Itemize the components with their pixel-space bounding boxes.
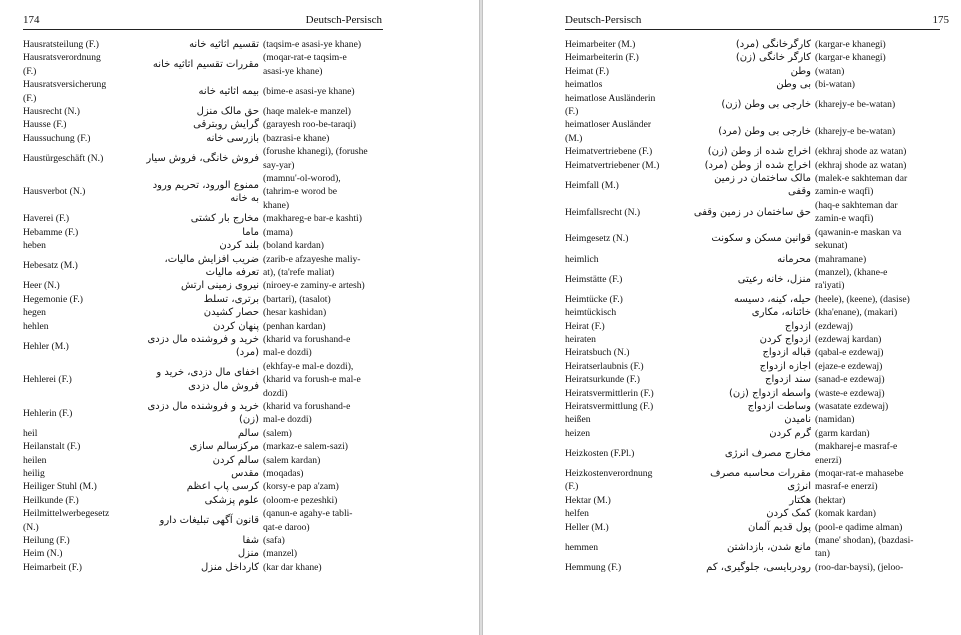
dictionary-entry	[23, 293, 385, 306]
persian-translation: بلند کردن	[219, 240, 259, 252]
transliteration: (mamnu'-ol-worod), (tahrim-e worod be khane)	[263, 173, 341, 211]
dictionary-entry	[565, 373, 943, 386]
transliteration: (kargar-e khanegi)	[815, 39, 886, 50]
dictionary-entry	[23, 547, 385, 560]
dictionary-entry	[23, 454, 385, 467]
persian-translation: قانون آگهی تبلیغات دارو	[159, 514, 259, 526]
dictionary-entry	[23, 253, 385, 280]
transliteration: (manzel)	[263, 548, 298, 560]
transliteration: (bi-watan)	[815, 79, 855, 91]
german-headword: heimatlose Ausländerin (F.)	[565, 92, 656, 118]
german-headword: Heimarbeit (F.)	[23, 561, 82, 573]
german-headword: Heilmittelwerbegesetz (N.)	[23, 508, 110, 533]
page-number: 175	[932, 14, 949, 26]
dictionary-entry	[23, 400, 385, 427]
dictionary-entry	[23, 38, 385, 51]
dictionary-entry	[23, 105, 385, 118]
persian-translation: مقررات تقسیم اثاثیه خانه	[152, 59, 259, 71]
dictionary-entry	[23, 360, 385, 400]
transliteration: (mama)	[263, 226, 293, 238]
german-headword: Haverei (F.)	[23, 213, 70, 225]
dictionary-entry	[23, 226, 385, 239]
german-headword: heiraten	[565, 333, 596, 345]
persian-translation: خارجی بی وطن (زن)	[721, 99, 811, 111]
transliteration: (korsy-e pap a'zam)	[263, 481, 339, 493]
transliteration: (kha'enane), (makari)	[815, 307, 898, 319]
dictionary-entry	[565, 253, 943, 266]
persian-translation: کرسی پاپ اعظم	[186, 481, 259, 493]
transliteration: (makharej-e masraf-e enerzi)	[815, 441, 898, 466]
persian-translation: کارگر خانگی (زن)	[735, 52, 811, 64]
german-headword: Hegemonie (F.)	[23, 293, 83, 305]
dictionary-entry	[23, 279, 385, 292]
dictionary-entry	[565, 38, 943, 51]
persian-translation: نیروی زمینی ارتش	[180, 280, 259, 292]
german-headword: Heizkostenverordnung (F.)	[565, 468, 653, 493]
persian-translation: شفا	[242, 535, 259, 547]
german-headword: Hausse (F.)	[23, 119, 67, 131]
transliteration: (moqar-rat-e mahasebe masraf-e enerzi)	[815, 468, 904, 493]
transliteration: (kharid va forushand-e mal-e dozdi)	[263, 333, 351, 359]
transliteration: (sanad-e ezdewaj)	[815, 374, 885, 386]
persian-translation: ازدواج	[784, 320, 811, 332]
german-headword: Heiratsbuch (N.)	[565, 347, 630, 359]
german-headword: Hemmung (F.)	[565, 561, 622, 573]
dictionary-entry	[565, 92, 943, 119]
transliteration: (watan)	[815, 65, 845, 77]
dictionary-entry	[565, 561, 943, 574]
dictionary-entry	[565, 440, 943, 467]
transliteration: (hektar)	[815, 494, 846, 506]
german-headword: Heilanstalt (F.)	[23, 441, 81, 453]
dictionary-entry	[565, 320, 943, 333]
transliteration: (penhan kardan)	[263, 320, 326, 332]
persian-translation: گرایش روبترقی	[193, 119, 259, 131]
dictionary-entry	[565, 521, 943, 534]
transliteration: (wasatate ezdewaj)	[815, 400, 889, 412]
transliteration: (ezdewaj kardan)	[815, 333, 882, 345]
dictionary-entry	[23, 212, 385, 225]
dictionary-entry	[565, 266, 943, 293]
transliteration: (ekhraj shode az watan)	[815, 146, 907, 158]
german-headword: heil	[23, 427, 38, 439]
dictionary-entry	[565, 494, 943, 507]
dictionary-entry	[23, 333, 385, 360]
dictionary-entry	[565, 333, 943, 346]
german-headword: heizen	[565, 427, 591, 439]
transliteration: (haq-e sakhteman dar zamin-e waqfi)	[815, 199, 898, 225]
german-headword: heimatlos	[565, 79, 603, 91]
german-headword: Heim (N.)	[23, 548, 63, 560]
transliteration: (hesar kashidan)	[263, 307, 327, 319]
dictionary-entry	[565, 413, 943, 426]
german-headword: Haustürgeschäft (N.)	[23, 152, 104, 164]
transliteration: (manzel), (khane-e ra'iyati)	[815, 266, 888, 292]
header-rule	[565, 29, 940, 30]
dictionary-entry	[23, 494, 385, 507]
transliteration: (garayesh roo-be-taraqi)	[263, 119, 356, 131]
transliteration: (kar dar khane)	[263, 561, 322, 573]
german-headword: Heizkosten (F.Pl.)	[565, 447, 635, 459]
german-headword: helfen	[565, 508, 589, 520]
persian-translation: مقدس	[231, 468, 259, 479]
persian-translation: واسطه ازدواج (زن)	[728, 387, 811, 399]
persian-translation: ازدواج کردن	[759, 333, 811, 345]
transliteration: (salem kardan)	[263, 454, 321, 466]
persian-translation: کارگرخانگی (مرد)	[735, 39, 811, 50]
persian-translation: بیمه اثاثیه خانه	[198, 85, 259, 97]
persian-translation: کمک کردن	[766, 508, 811, 520]
transliteration: (boland kardan)	[263, 240, 325, 252]
dictionary-entry	[23, 118, 385, 131]
german-headword: Heer (N.)	[23, 280, 60, 292]
dictionary-entry	[565, 400, 943, 413]
dictionary-entry	[565, 51, 943, 64]
german-headword: heißen	[565, 414, 591, 426]
persian-translation: مانع شدن، بازداشتن	[727, 541, 811, 553]
dictionary-entry	[23, 467, 385, 480]
dictionary-entry	[23, 427, 385, 440]
german-headword: Heimatvertriebene (F.)	[565, 146, 653, 158]
german-headword: Hausratsversicherung (F.)	[23, 79, 107, 104]
persian-translation: خرید و فروشنده مال دزدی (زن)	[147, 400, 259, 426]
persian-translation: ممنوع الورود، تحریم ورود به خانه	[152, 179, 259, 205]
dictionary-entry	[565, 507, 943, 520]
german-headword: Heimstätte (F.)	[565, 273, 623, 285]
transliteration: (kharejy-e be-watan)	[815, 99, 896, 111]
german-headword: heilen	[23, 454, 47, 466]
persian-translation: اجازه ازدواج	[759, 360, 811, 372]
persian-translation: مخارج بار کشتی	[190, 213, 259, 225]
persian-translation: منزل، خانه رعیتی	[737, 273, 811, 285]
persian-translation: خائنانه، مکاری	[751, 307, 811, 319]
transliteration: (oloom-e pezeshki)	[263, 494, 338, 506]
transliteration: (roo-dar-baysi), (jeloo-	[815, 561, 904, 573]
transliteration: (waste-e ezdewaj)	[815, 387, 885, 399]
dictionary-entry	[23, 534, 385, 547]
transliteration: (garm kardan)	[815, 427, 870, 439]
transliteration: (taqsim-e asasi-ye khane)	[263, 39, 362, 50]
persian-translation: فروش خانگی، فروش سیار	[146, 152, 259, 164]
german-headword: heben	[23, 240, 46, 252]
left-page	[0, 0, 479, 635]
persian-translation: پول قدیم آلمان	[747, 521, 811, 533]
german-headword: Hausratsverordnung (F.)	[23, 52, 101, 77]
dictionary-entry	[23, 320, 385, 333]
transliteration: (pool-e qadime alman)	[815, 521, 903, 533]
transliteration: (bazrasi-e khane)	[263, 132, 330, 144]
persian-translation: اخفای مال دزدی، خرید و فروش مال دزدی	[156, 367, 259, 392]
german-headword: Heimgesetz (N.)	[565, 233, 629, 245]
dictionary-entry	[565, 387, 943, 400]
german-headword: Heller (M.)	[565, 521, 609, 533]
transliteration: (ezdewaj)	[815, 320, 853, 332]
transliteration: (qabal-e ezdewaj)	[815, 347, 884, 359]
dictionary-entry	[23, 306, 385, 319]
german-headword: Heimfall (M.)	[565, 179, 619, 191]
german-headword: Heimat (F.)	[565, 65, 609, 77]
persian-translation: گرم کردن	[769, 427, 811, 439]
persian-translation: ماما	[242, 226, 259, 238]
german-headword: hegen	[23, 307, 46, 319]
german-headword: Hausverbot (N.)	[23, 186, 86, 198]
transliteration: (ekhraj shode az watan)	[815, 159, 907, 171]
german-headword: Heiratsvermittlerin (F.)	[565, 387, 654, 399]
dictionary-entry	[565, 159, 943, 172]
dictionary-entry	[565, 306, 943, 319]
persian-translation: نامیدن	[784, 414, 811, 426]
german-headword: Heiratsvermittlung (F.)	[565, 400, 654, 412]
transliteration: (haqe malek-e manzel)	[263, 106, 351, 118]
persian-translation: ضریب افزایش مالیات، تعرفه مالیات	[164, 253, 259, 278]
persian-translation: خرید و فروشنده مال دزدی (مرد)	[147, 333, 259, 359]
transliteration: (salem)	[263, 427, 292, 439]
transliteration: (mane' shodan), (bazdasi- tan)	[815, 535, 914, 560]
transliteration: (markaz-e salem-sazi)	[263, 441, 348, 453]
persian-translation: برتری، تسلط	[203, 293, 259, 305]
right-page	[483, 0, 961, 635]
german-headword: heilig	[23, 468, 45, 479]
transliteration: (makhareg-e bar-e kashti)	[263, 213, 362, 225]
persian-translation: قباله ازدواج	[762, 347, 811, 359]
german-headword: Heiratserlaubnis (F.)	[565, 360, 644, 372]
persian-translation: سالم کردن	[212, 454, 259, 466]
persian-translation: رودربایسی، جلوگیری، کم	[706, 561, 811, 573]
running-header: Deutsch-Persisch	[565, 14, 642, 26]
german-headword: Hausrecht (N.)	[23, 106, 81, 118]
dictionary-entry	[23, 145, 385, 172]
dictionary-entry	[565, 118, 943, 145]
persian-translation: وطن	[790, 65, 811, 77]
transliteration: (namidan)	[815, 414, 855, 426]
dictionary-entry	[565, 226, 943, 253]
transliteration: (malek-e sakhteman dar zamin-e waqfi)	[815, 173, 908, 198]
persian-translation: حق ساختمان در زمین وقفی	[693, 206, 811, 218]
persian-translation: بازرسی خانه	[206, 132, 259, 144]
german-headword: Heimfallsrecht (N.)	[565, 206, 641, 218]
dictionary-entry	[565, 293, 943, 306]
transliteration: (kargar-e khanegi)	[815, 52, 886, 64]
dictionary-entry	[565, 360, 943, 373]
transliteration: (kharid va forushand-e mal-e dozdi)	[263, 400, 351, 426]
transliteration: (niroey-e zaminy-e artesh)	[263, 280, 365, 292]
german-headword: Hehlerin (F.)	[23, 407, 73, 419]
persian-translation: محرمانه	[777, 253, 811, 265]
dictionary-entry	[565, 534, 943, 561]
german-headword: Heimatvertriebener (M.)	[565, 159, 660, 171]
entry-list	[23, 38, 385, 574]
transliteration: (bime-e asasi-ye khane)	[263, 85, 355, 97]
german-headword: Hebesatz (M.)	[23, 260, 78, 272]
transliteration: (ejaze-e ezdewaj)	[815, 360, 883, 372]
transliteration: (komak kardan)	[815, 508, 877, 520]
german-headword: hemmen	[565, 541, 599, 553]
german-headword: Hektar (M.)	[565, 494, 611, 506]
transliteration: (bartari), (tasalot)	[263, 293, 331, 305]
persian-translation: اخراج شده از وطن (مرد)	[704, 159, 811, 171]
german-headword: Hehler (M.)	[23, 340, 69, 352]
german-headword: Heiliger Stuhl (M.)	[23, 481, 97, 493]
german-headword: Heimarbeiter (M.)	[565, 39, 636, 50]
german-headword: Haussuchung (F.)	[23, 132, 91, 144]
dictionary-entry	[23, 239, 385, 252]
dictionary-entry	[565, 467, 943, 494]
persian-translation: خارجی بی وطن (مرد)	[718, 126, 811, 138]
entry-list	[565, 38, 943, 574]
persian-translation: علوم پزشکی	[204, 494, 259, 506]
dictionary-entry	[23, 132, 385, 145]
persian-translation: سالم	[237, 427, 259, 439]
german-headword: Heimtücke (F.)	[565, 293, 623, 305]
dictionary-entry	[23, 172, 385, 212]
transliteration: (ekhfay-e mal-e dozdi), (kharid va forush-e mal-e dozdi)	[263, 360, 361, 399]
persian-translation: مخارج مصرف انرژی	[724, 447, 811, 459]
dictionary-entry	[23, 440, 385, 453]
persian-translation: مالک ساختمان در زمین وقفی	[714, 173, 811, 198]
dictionary-entry	[23, 480, 385, 493]
transliteration: (forushe khanegi), (forushe say-yar)	[263, 146, 368, 171]
persian-translation: اخراج شده از وطن (زن)	[707, 146, 811, 158]
persian-translation: حق مالک منزل	[196, 106, 259, 118]
persian-translation: وساطت ازدواج	[747, 400, 811, 412]
dictionary-entry	[565, 427, 943, 440]
german-headword: Heilung (F.)	[23, 535, 70, 547]
persian-translation: پنهان کردن	[212, 320, 259, 332]
german-headword: Heimarbeiterin (F.)	[565, 52, 639, 64]
german-headword: Hehlerei (F.)	[23, 374, 72, 386]
persian-translation: منزل	[237, 548, 259, 560]
dictionary-entry	[23, 78, 385, 105]
persian-translation: کارداخل منزل	[201, 561, 259, 573]
german-headword: Hausratsteilung (F.)	[23, 39, 99, 50]
dictionary-entry	[565, 65, 943, 78]
dictionary-entry	[565, 145, 943, 158]
transliteration: (heele), (keene), (dasise)	[815, 293, 910, 305]
dictionary-entry	[565, 199, 943, 226]
german-headword: heimatloser Ausländer (M.)	[565, 119, 652, 144]
dictionary-entry	[23, 51, 385, 78]
transliteration: (kharejy-e be-watan)	[815, 126, 896, 138]
dictionary-entry	[23, 507, 385, 534]
running-header: Deutsch-Persisch	[305, 14, 382, 26]
german-headword: Heiratsurkunde (F.)	[565, 374, 640, 386]
persian-translation: حیله، کینه، دسیسه	[734, 293, 811, 305]
transliteration: (zarib-e afzayeshe maliy- at), (ta'refe maliat)	[263, 253, 361, 278]
dictionary-entry	[565, 346, 943, 359]
page-number: 174	[23, 14, 40, 26]
german-headword: Hebamme (F.)	[23, 226, 79, 238]
persian-translation: مقررات محاسبه مصرف انرژی	[710, 468, 811, 493]
german-headword: heimtückisch	[565, 307, 617, 319]
dictionary-entry	[23, 561, 385, 574]
transliteration: (moqar-rat-e taqsim-e asasi-ye khane)	[263, 52, 347, 77]
dictionary-entry	[565, 78, 943, 91]
persian-translation: حصار کشیدن	[203, 307, 259, 319]
persian-translation: مرکزسالم سازی	[189, 441, 259, 453]
german-headword: hehlen	[23, 320, 49, 332]
german-headword: heimlich	[565, 253, 599, 265]
german-headword: Heirat (F.)	[565, 320, 605, 332]
transliteration: (mahramane)	[815, 253, 867, 265]
header-rule	[23, 29, 383, 30]
german-headword: Heilkunde (F.)	[23, 494, 79, 506]
persian-translation: قوانین مسکن و سکونت	[711, 233, 811, 245]
transliteration: (qanun-e agahy-e tabli- qat-e daroo)	[263, 508, 353, 533]
transliteration: (moqadas)	[263, 468, 304, 479]
persian-translation: تقسیم اثاثیه خانه	[189, 39, 259, 50]
dictionary-entry	[565, 172, 943, 199]
transliteration: (safa)	[263, 535, 285, 547]
persian-translation: سند ازدواج	[765, 374, 811, 386]
persian-translation: هکتار	[789, 494, 811, 506]
persian-translation: بی وطن	[776, 79, 811, 91]
transliteration: (qawanin-e maskan va sekunat)	[815, 226, 902, 252]
